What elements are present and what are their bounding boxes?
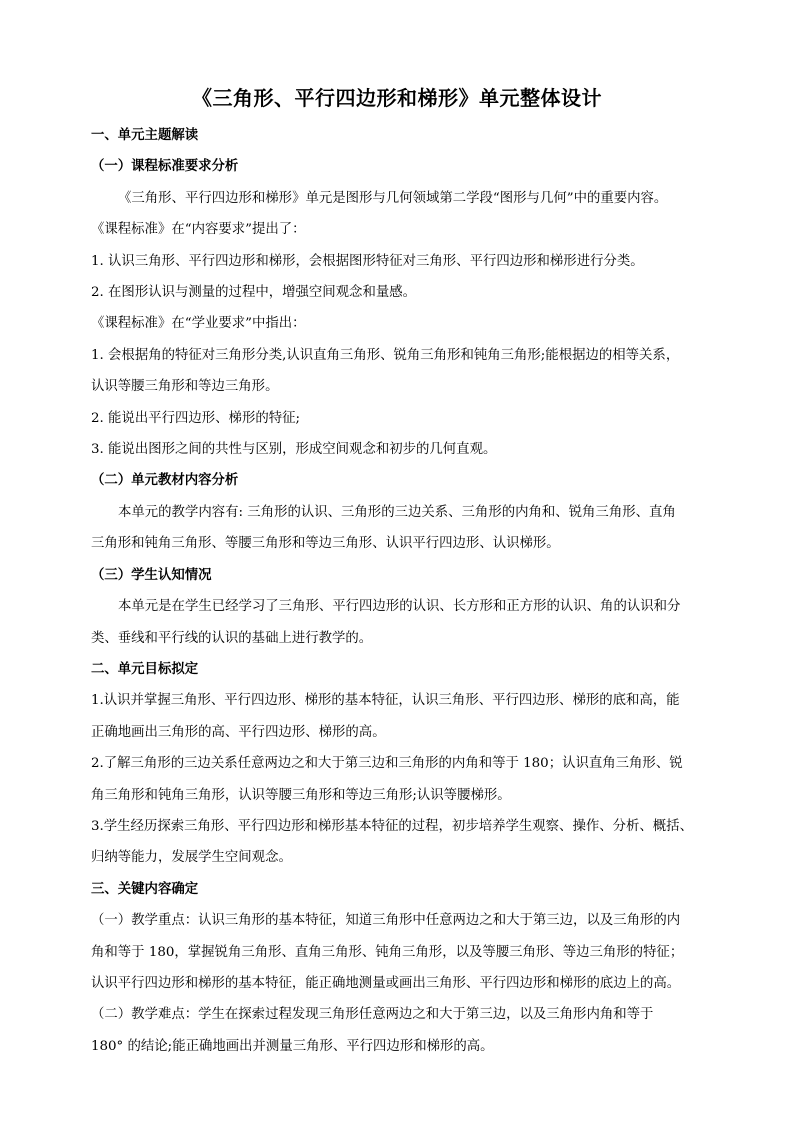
paragraph-line: 本单元的教学内容有: 三角形的认识、三角形的三边关系、三角形的内角和、锐角三角形、直角 (118, 504, 676, 520)
paragraph-line: 《课程标准》在“内容要求”提出了： (91, 222, 306, 238)
subsection-heading: （二）单元教材内容分析 (91, 472, 239, 489)
document-title: 《三角形、平行四边形和梯形》单元整体设计 (192, 86, 602, 110)
subsection-heading: （一）课程标准要求分析 (91, 158, 239, 175)
document-body (91, 120, 709, 1062)
paragraph-line: 角三角形和钝角三角形，认识等腰三角形和等边三角形;认识等腰梯形。 (91, 787, 511, 803)
paragraph-line: （二）教学难点：学生在探索过程发现三角形任意两边之和大于第三边，以及三角形内角和等于 (91, 1007, 654, 1023)
paragraph-line: 3. 能说出图形之间的共性与区别，形成空间观念和初步的几何直观。 (91, 442, 497, 458)
paragraph-line: 180° 的结论;能正确地画出并测量三角形、平行四边形和梯形的高。 (91, 1038, 494, 1054)
paragraph-line: 2. 能说出平行四边形、梯形的特征; (91, 410, 301, 426)
paragraph-line: 归纳等能力，发展学生空间观念。 (91, 850, 292, 866)
paragraph-line: 类、垂线和平行线的认识的基础上进行教学的。 (91, 630, 373, 646)
section-heading: 三、关键内容确定 (91, 880, 199, 897)
paragraph-line: 《三角形、平行四边形和梯形》单元是图形与几何领域第二学段“图形与几何”中的重要内容。 (118, 190, 668, 206)
paragraph-line: 本单元是在学生已经学习了三角形、平行四边形的认识、长方形和正方形的认识、角的认识和分 (118, 599, 681, 615)
paragraph-line: 2.了解三角形的三边关系任意两边之和大于第三边和三角形的内角和等于 180；认识直角三角形、锐 (91, 756, 683, 772)
paragraph-line: 认识等腰三角形和等边三角形。 (91, 379, 279, 395)
paragraph-line: 三角形和钝角三角形、等腰三角形和等边三角形、认识平行四边形、认识梯形。 (91, 536, 560, 552)
paragraph-line: （一）教学重点：认识三角形的基本特征，知道三角形中任意两边之和大于第三边，以及三角形的内 (91, 913, 681, 929)
paragraph-line: 1. 认识三角形、平行四边形和梯形，会根据图形特征对三角形、平行四边形和梯形进行分类。 (91, 253, 644, 269)
paragraph-line: 角和等于 180，掌握锐角三角形、直角三角形、钝角三角形，以及等腰三角形、等边三角形的特征； (91, 944, 684, 960)
paragraph-line: 认识平行四边形和梯形的基本特征，能正确地测量或画出三角形、平行四边形和梯形的底边上的高。 (91, 975, 681, 991)
paragraph-line: 《课程标准》在“学业要求”中指出： (91, 316, 306, 332)
paragraph-line: 2. 在图形认识与测量的过程中，增强空间观念和量感。 (91, 285, 417, 301)
paragraph-line: 3.学生经历探索三角形、平行四边形和梯形基本特征的过程，初步培养学生观察、操作、分析、概括、 (91, 818, 693, 834)
paragraph-line: 正确地画出三角形的高、平行四边形、梯形的高。 (91, 724, 386, 740)
section-heading: 二、单元目标拟定 (91, 660, 199, 677)
section-heading: 一、单元主题解读 (91, 127, 199, 143)
subsection-heading: （三）学生认知情况 (91, 566, 212, 583)
paragraph-line: 1.认识并掌握三角形、平行四边形、梯形的基本特征，认识三角形、平行四边形、梯形的底和高，能 (91, 693, 680, 709)
paragraph-line: 1. 会根据角的特征对三角形分类,认识直角三角形、锐角三角形和钝角三角形;能根据边的相等关系， (91, 347, 680, 363)
